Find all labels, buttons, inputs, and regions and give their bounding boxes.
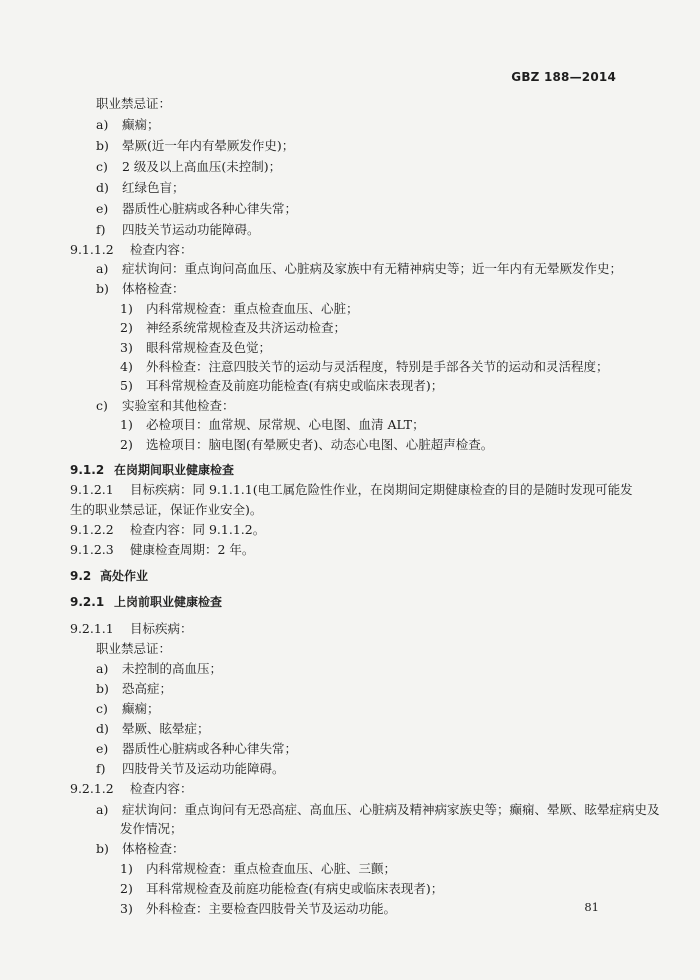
line-text: 外科检查：主要检查四肢骨关节及运动功能。 [146,901,397,916]
clause-marker: f) [96,222,106,237]
clause-marker: c) [96,398,108,413]
standard-code: GBZ 188—2014 [511,70,616,84]
line-text: 体格检查： [122,281,185,296]
clause-line [70,621,193,637]
line-text: 四肢关节运动功能障碍。 [122,222,260,237]
line-text: 四肢骨关节及运动功能障碍。 [122,761,285,776]
clause-marker: 9.2 [70,569,92,583]
text-line [96,741,297,757]
line-text: 职业禁忌证： [96,96,172,111]
line-text: 耳科常规检查及前庭功能检查(有病史或临床表现者)； [146,881,444,896]
clause-marker: d) [96,180,109,195]
text-line [120,901,396,917]
text-line [96,117,160,133]
clause-marker: 4) [120,359,133,374]
clause-line [70,781,193,797]
text-line [96,180,185,196]
line-text: 目标疾病：同 9.1.1.1(电工属危险性作业，在岗期间定期健康检查的目的是随时发现可能发 [130,482,633,497]
line-text: 外科检查：注意四肢关节的运动与灵活程度，特别是手部各关节的运动和灵活程度； [146,359,609,374]
clause-line [70,522,265,538]
text-line [96,641,171,657]
clause-line [70,542,254,558]
section-heading [70,568,148,584]
line-text: 检查内容： [130,242,193,257]
line-text: 检查内容：同 9.1.1.2。 [130,522,266,537]
clause-marker: a) [96,802,109,817]
text-line [96,261,622,277]
clause-marker: b) [96,138,109,153]
clause-marker: 1) [120,861,133,876]
line-text: 红绿色盲； [122,180,185,195]
text-line [96,159,281,175]
clause-marker: 3) [120,340,133,355]
line-text: 耳科常规检查及前庭功能检查(有病史或临床表现者)； [146,378,444,393]
line-text: 器质性心脏病或各种心律失常； [122,201,298,216]
line-text: 发作情况； [120,821,183,836]
section-heading [70,462,234,478]
line-text: 生的职业禁忌证，保证作业安全)。 [70,502,263,517]
line-text: 高处作业 [100,569,149,583]
text-line [120,340,271,356]
clause-marker: c) [96,159,108,174]
clause-marker: 9.1.2.1 [70,482,114,497]
line-text: 症状询问：重点询问高血压、心脏病及家族中有无精神病史等；近一年内有无晕厥发作史； [122,261,623,276]
clause-marker: 1) [120,301,133,316]
line-text: 眼科常规检查及色觉； [146,340,272,355]
clause-marker: a) [96,661,109,676]
clause-marker: 9.2.1.2 [70,781,114,796]
line-text: 内科常规检查：重点检查血压、心脏、三颤； [146,861,397,876]
line-text: 恐高症； [122,681,173,696]
text-line [120,861,396,877]
clause-marker: c) [96,701,108,716]
line-text: 癫痫； [122,117,160,132]
clause-marker: 2) [120,881,133,896]
clause-line [70,242,193,258]
clause-marker: b) [96,281,109,296]
section-heading [70,594,222,610]
text-line [120,359,609,375]
text-line [96,681,172,697]
clause-marker: f) [96,761,106,776]
line-text: 目标疾病： [130,621,193,636]
line-text: 实验室和其他检查： [122,398,235,413]
clause-marker: b) [96,841,109,856]
line-text: 症状询问：重点询问有无恐高症、高血压、心脏病及精神病家族史等；癫痫、晕厥、眩晕症病史及 [122,802,660,817]
line-text: 必检项目：血常规、尿常规、心电图、血清 ALT； [146,417,425,432]
text-line [96,398,235,414]
line-text: 在岗期间职业健康检查 [114,463,235,477]
text-line [120,378,443,394]
clause-marker: e) [96,201,109,216]
text-line [96,841,185,857]
line-text: 内科常规检查：重点检查血压、心脏； [146,301,359,316]
text-line [96,701,160,717]
text-line [120,437,493,453]
clause-marker: a) [96,261,109,276]
text-line [96,138,294,154]
text-line [120,417,425,433]
clause-marker: 9.2.1 [70,595,105,609]
text-line [96,721,210,737]
line-text: 职业禁忌证： [96,641,172,656]
text-line [120,821,183,837]
clause-line [70,482,633,498]
line-text: 上岗前职业健康检查 [114,595,223,609]
line-text: 体格检查： [122,841,185,856]
text-line [96,761,285,777]
clause-marker: 5) [120,378,133,393]
clause-marker: a) [96,117,109,132]
line-text: 晕厥、眩晕症； [122,721,210,736]
text-line [96,96,171,112]
clause-marker: 2) [120,437,133,452]
line-text: 神经系统常规检查及共济运动检查； [146,320,347,335]
clause-marker: 2) [120,320,133,335]
text-line [120,320,346,336]
text-line [96,201,297,217]
line-text: 选检项目：脑电图(有晕厥史者)、动态心电图、心脏超声检查。 [146,437,494,452]
clause-marker: 9.1.2.2 [70,522,114,537]
text-line [70,502,262,518]
clause-marker: d) [96,721,109,736]
page-number: 81 [584,900,599,914]
line-text: 2 级及以上高血压(未控制)； [122,159,282,174]
text-line [120,301,359,317]
clause-marker: 1) [120,417,133,432]
line-text: 晕厥(近一年内有晕厥发作史)； [122,138,295,153]
text-line [96,802,660,818]
clause-marker: 9.1.2 [70,463,105,477]
clause-marker: e) [96,741,109,756]
clause-marker: 3) [120,901,133,916]
clause-marker: 9.1.2.3 [70,542,114,557]
line-text: 未控制的高血压； [122,661,223,676]
text-line [96,222,260,238]
clause-marker: b) [96,681,109,696]
line-text: 器质性心脏病或各种心律失常； [122,741,298,756]
line-text: 检查内容： [130,781,193,796]
line-text: 癫痫； [122,701,160,716]
clause-marker: 9.2.1.1 [70,621,114,636]
text-line [96,661,222,677]
text-line [120,881,443,897]
text-line [96,281,185,297]
line-text: 健康检查周期：2 年。 [130,542,255,557]
clause-marker: 9.1.1.2 [70,242,114,257]
